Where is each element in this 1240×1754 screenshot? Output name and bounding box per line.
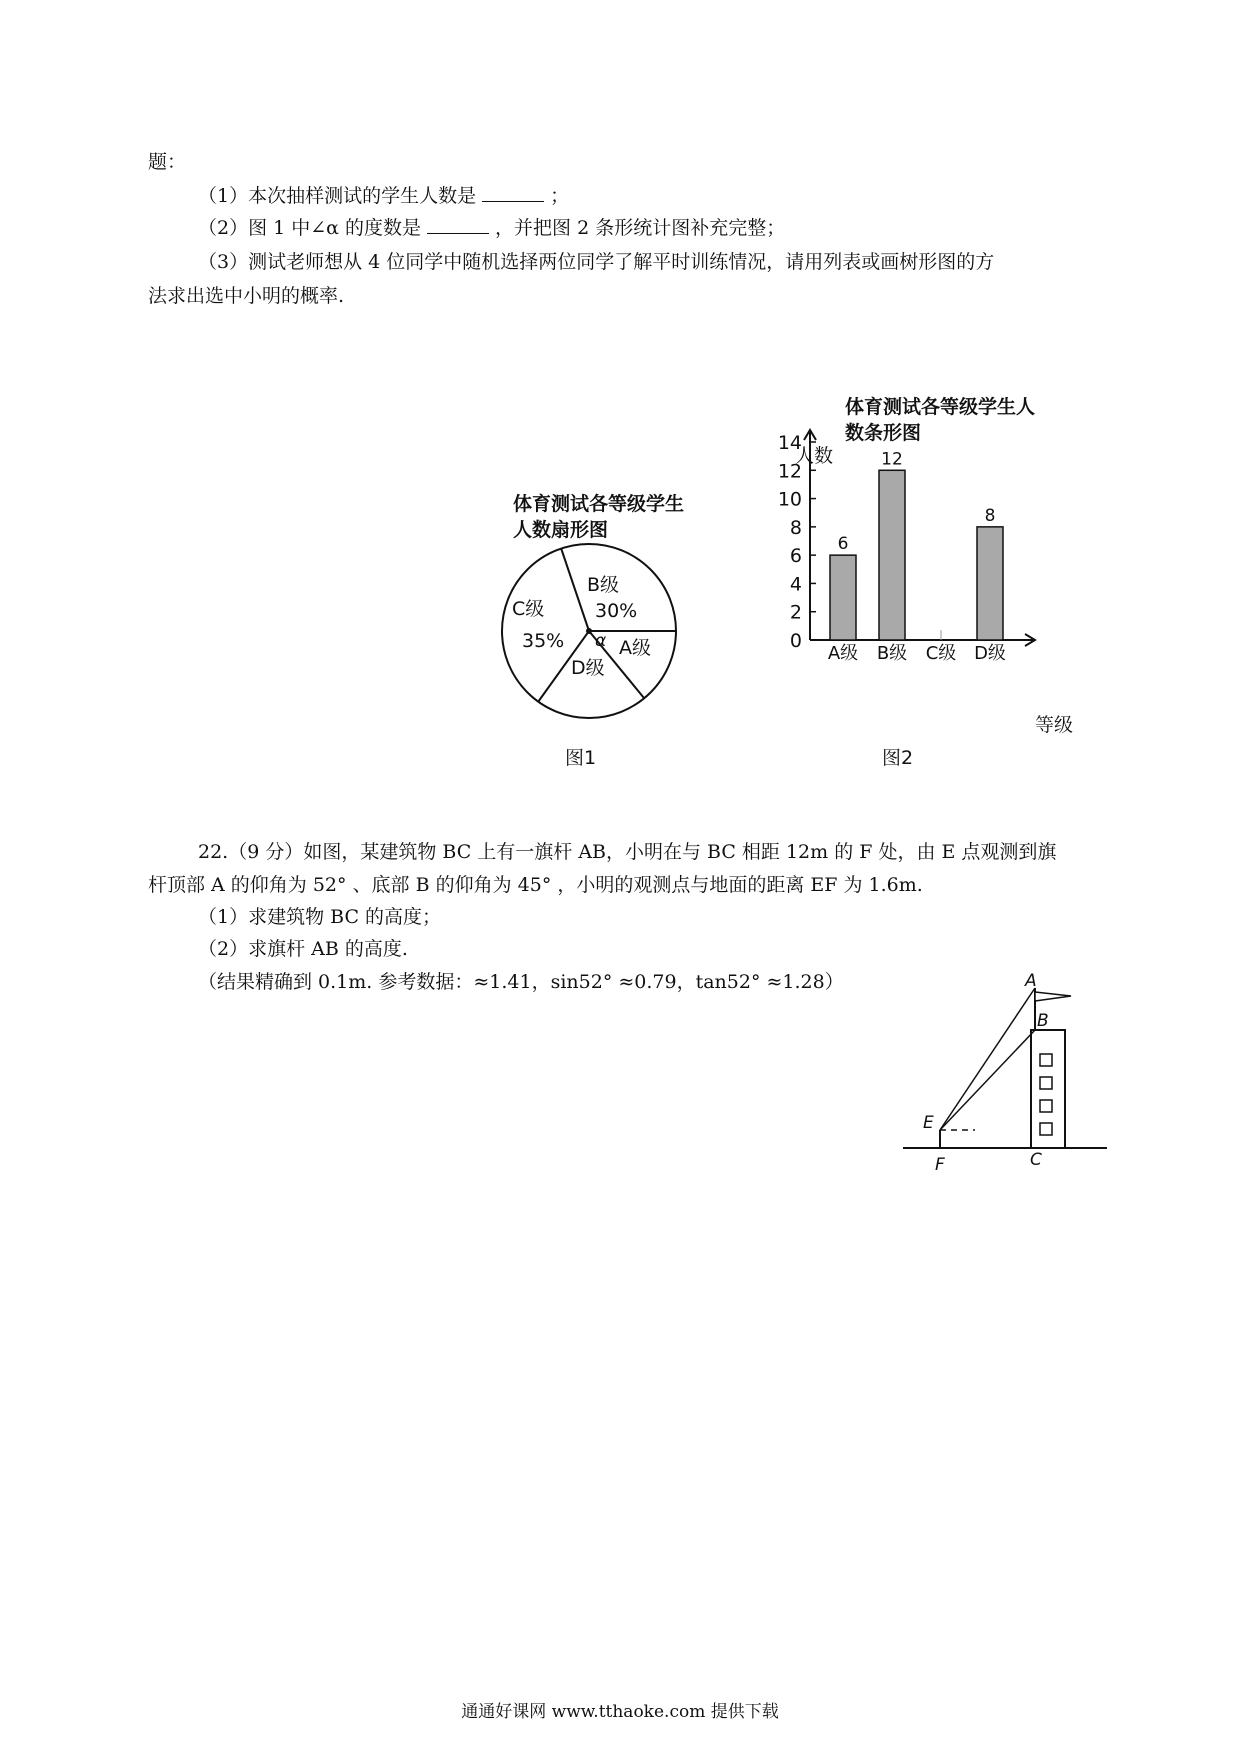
q21-item3-line2: 法求出选中小明的概率. <box>148 285 345 307</box>
footer: 通通好课网 www.tthaoke.com 提供下载 <box>461 1702 779 1722</box>
angle-alpha-label: α <box>595 631 607 651</box>
slice-b-label: B级 <box>587 574 620 596</box>
q22-sub1: （1）求建筑物 BC 的高度； <box>198 906 442 928</box>
answer-blank[interactable] <box>427 215 489 234</box>
label-a: A <box>1025 971 1037 991</box>
q21-item2-end: ，并把图 2 条形统计图补充完整； <box>495 217 786 239</box>
bar-B级 <box>879 470 905 640</box>
y-tick-label: 8 <box>789 516 802 539</box>
building-flagpole-diagram <box>895 970 1115 1175</box>
x-tick-label: B级 <box>876 643 908 664</box>
q21-item2 <box>198 215 785 240</box>
bar-D级 <box>977 527 1003 640</box>
bar-value-label: 8 <box>984 505 996 526</box>
sight-line-to-a <box>940 988 1035 1130</box>
pie-center-dot <box>586 628 592 634</box>
y-tick-label: 2 <box>789 601 802 624</box>
q21-item1-text: （1）本次抽样测试的学生人数是 <box>198 185 477 207</box>
y-tick-label: 12 <box>777 460 802 483</box>
slice-c-label: C级 <box>512 598 545 620</box>
bar-title-line1: 体育测试各等级学生人 <box>845 396 1036 418</box>
figure1-caption: 图1 <box>565 747 597 769</box>
slice-c-value: 35% <box>522 630 565 652</box>
flag <box>1035 992 1071 1001</box>
q22-line2: 杆顶部 A 的仰角为 52° 、底部 B 的仰角为 45° ，小明的观测点与地面的距离 EF 为 1.6m. <box>148 874 923 896</box>
bar-A级 <box>830 555 856 640</box>
pie-title-line1: 体育测试各等级学生 <box>513 493 685 515</box>
label-f: F <box>935 1155 945 1175</box>
y-tick-label: 14 <box>777 432 802 454</box>
answer-blank[interactable] <box>482 183 544 202</box>
bar-title-line2: 数条形图 <box>845 422 922 444</box>
q21-lead: 题： <box>148 151 187 173</box>
q22-line1: 22.（9 分）如图，某建筑物 BC 上有一旗杆 AB，小明在与 BC 相距 12m 的 F 处，由 E 点观测到旗 <box>198 841 1057 863</box>
slice-a-label: A级 <box>619 637 651 659</box>
q22-note: （结果精确到 0.1m. 参考数据：≈1.41，sin52° ≈0.79，tan52° ≈1.28） <box>198 971 844 993</box>
y-tick-label: 6 <box>789 545 802 568</box>
label-b: B <box>1037 1011 1049 1031</box>
slice-d-label: D级 <box>571 657 605 679</box>
pie-title-line2: 人数扇形图 <box>513 519 609 541</box>
pie-divider-b-c <box>561 548 589 631</box>
label-c: C <box>1030 1150 1042 1170</box>
x-tick-label: C级 <box>925 643 957 664</box>
label-e: E <box>923 1113 934 1133</box>
q21-item3-line1: （3）测试老师想从 4 位同学中随机选择两位同学了解平时训练情况，请用列表或画树形图的方 <box>198 251 995 273</box>
q21-item1 <box>198 183 569 208</box>
sight-line-to-b <box>940 1030 1035 1130</box>
bar-value-label: 12 <box>881 449 903 470</box>
y-tick-label: 0 <box>789 630 802 652</box>
bar-value-label: 6 <box>837 534 849 555</box>
figure2-bar-chart <box>745 390 1090 780</box>
y-tick-label: 10 <box>777 488 802 511</box>
y-axis-label: 人数 <box>795 445 834 467</box>
q21-item2-text: （2）图 1 中∠α 的度数是 <box>198 217 422 239</box>
x-axis-label: 等级 <box>1035 714 1074 736</box>
q21-item1-end: ； <box>550 185 570 207</box>
slice-b-value: 30% <box>595 600 638 622</box>
x-tick-label: D级 <box>974 643 1006 664</box>
q22-sub2: （2）求旗杆 AB 的高度. <box>198 938 408 960</box>
y-tick-label: 4 <box>789 573 802 596</box>
x-tick-label: A级 <box>827 643 859 664</box>
figure2-caption: 图2 <box>882 747 914 769</box>
figure1-pie-chart <box>495 480 725 780</box>
